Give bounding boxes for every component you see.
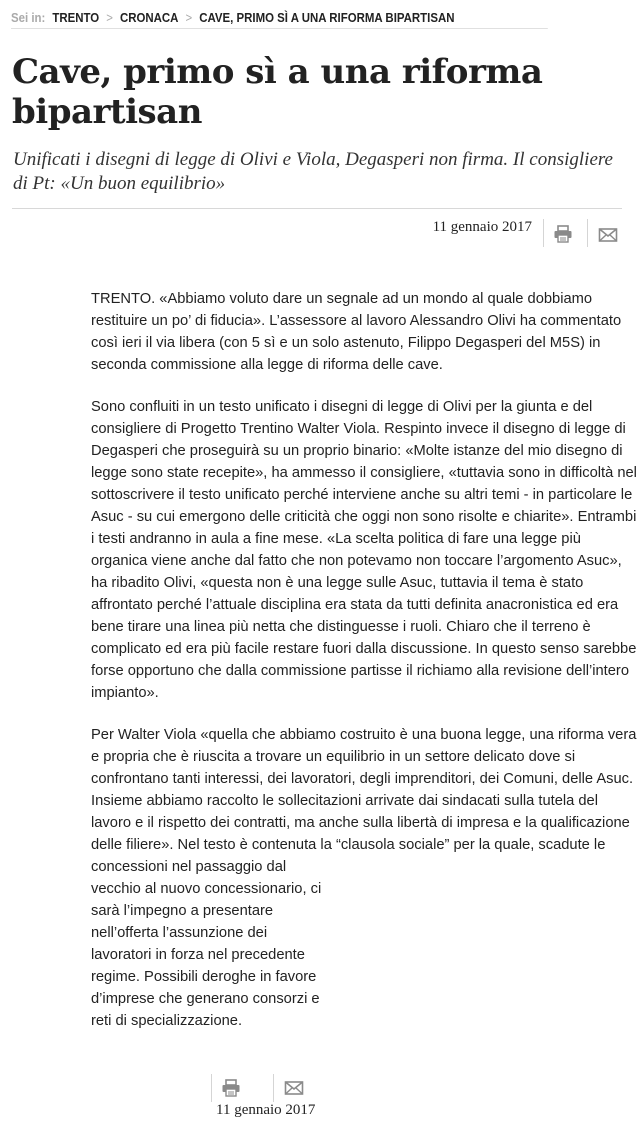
breadcrumb xyxy=(11,6,548,29)
article-paragraph: concessioni nel passaggio dal vecchio al nuovo concessionario, ci sarà l’impegno a presentare nell’offerta l’assunzione dei lavoratori in forza nel precedente regime. Possibili deroghe in favore d’imprese che generano consorzi e reti di specializzazione. xyxy=(91,859,322,1029)
breadcrumb-lead: Sei in: xyxy=(11,9,46,25)
article-title: Cave, primo sì a una riforma bipartisan xyxy=(12,52,543,132)
email-button[interactable] xyxy=(598,226,618,244)
print-icon xyxy=(221,1079,241,1097)
breadcrumb-item-trento[interactable]: TRENTO xyxy=(52,9,100,25)
article-paragraph: Per Walter Viola «quella che abbiamo costruito è una buona legge, una riforma vera e propria che è riuscita a trovare un equilibrio in un settore delicato dove si confrontano tanti interessi, dei lavoratori, degli imprenditori, dei Comuni, delle Asuc. Insieme abbiamo raccolto le sollecitazioni arrivate dai sindacati sulla tutela del lavoro e il rispetto dei contratti, ma anche sulla libertà di impresa e la qualificazione delle filiere». Nel testo è contenuta la “clausola sociale” per la quale, scadute le xyxy=(91,727,637,853)
breadcrumb-separator: > xyxy=(106,9,113,25)
breadcrumb-item-current: CAVE, PRIMO SÌ A UNA RIFORMA BIPARTISAN xyxy=(199,9,455,25)
print-button[interactable] xyxy=(553,225,573,243)
article-paragraph: TRENTO. «Abbiamo voluto dare un segnale ad un mondo al quale dobbiamo restituire un po’ di fiducia». L’assessore al lavoro Alessandro Olivi ha commentato così ieri il via libera (con 5 sì e un solo astenuto, Filippo Degasperi del M5S) in seconda commissione alla legge di riforma delle cave. xyxy=(91,291,622,373)
article-paragraph: Sono confluiti in un testo unificato i disegni di legge di Olivi per la giunta e del consigliere di Progetto Trentino Walter Viola. Respinto invece il disegno di legge di Degasperi che proseguirà su un proprio binario: «Molte istanze del mio disegno di legge sono state recepite», ha ammesso il consigliere, «tuttavia sono in difficoltà nel sottoscrivere il testo unificato perché interviene anche su altri temi - in particolare le Asuc - su cui emergono delle criticità che oggi non sono risolte e chiarite». Entrambi i testi andranno in aula a fine mese. «La scelta politica di fare una legge più organica viene anche dal fatto che non potevamo non toccare l’argomento Asuc», ha ribadito Olivi, «questa non è una legge sulle Asuc, tuttavia il tema è stato affrontato perché l’attuale disciplina era stata da tutti definita anacronistica ed era bene tirare una linea più netta che distinguesse i ruoli. Chiaro che il terreno è complicato ed era più facile restare fuori dalla discussione. In questo senso sarebbe forse opportuno che dalla commissione partisse il richiamo alla revisione dell’intero impianto». xyxy=(91,399,637,701)
mail-icon xyxy=(598,226,618,244)
mail-icon xyxy=(284,1079,304,1097)
email-button[interactable] xyxy=(284,1079,304,1097)
toolbar-divider xyxy=(543,219,544,247)
header-divider xyxy=(12,208,622,209)
toolbar-divider xyxy=(273,1074,274,1102)
breadcrumb-separator: > xyxy=(185,9,193,25)
article-body xyxy=(91,288,637,1052)
article-date: 11 gennaio 2017 xyxy=(432,219,532,235)
print-icon xyxy=(553,225,573,243)
print-button[interactable] xyxy=(221,1079,241,1097)
article-subtitle: Unificati i disegni di legge di Olivi e Viola, Degasperi non firma. Il consigliere di Pt: «Un buon equilibrio» xyxy=(13,149,613,194)
toolbar-divider xyxy=(587,219,588,247)
toolbar-divider xyxy=(211,1074,212,1102)
article-date-bottom: 11 gennaio 2017 xyxy=(216,1102,316,1118)
breadcrumb-item-cronaca[interactable]: CRONACA xyxy=(119,9,179,25)
